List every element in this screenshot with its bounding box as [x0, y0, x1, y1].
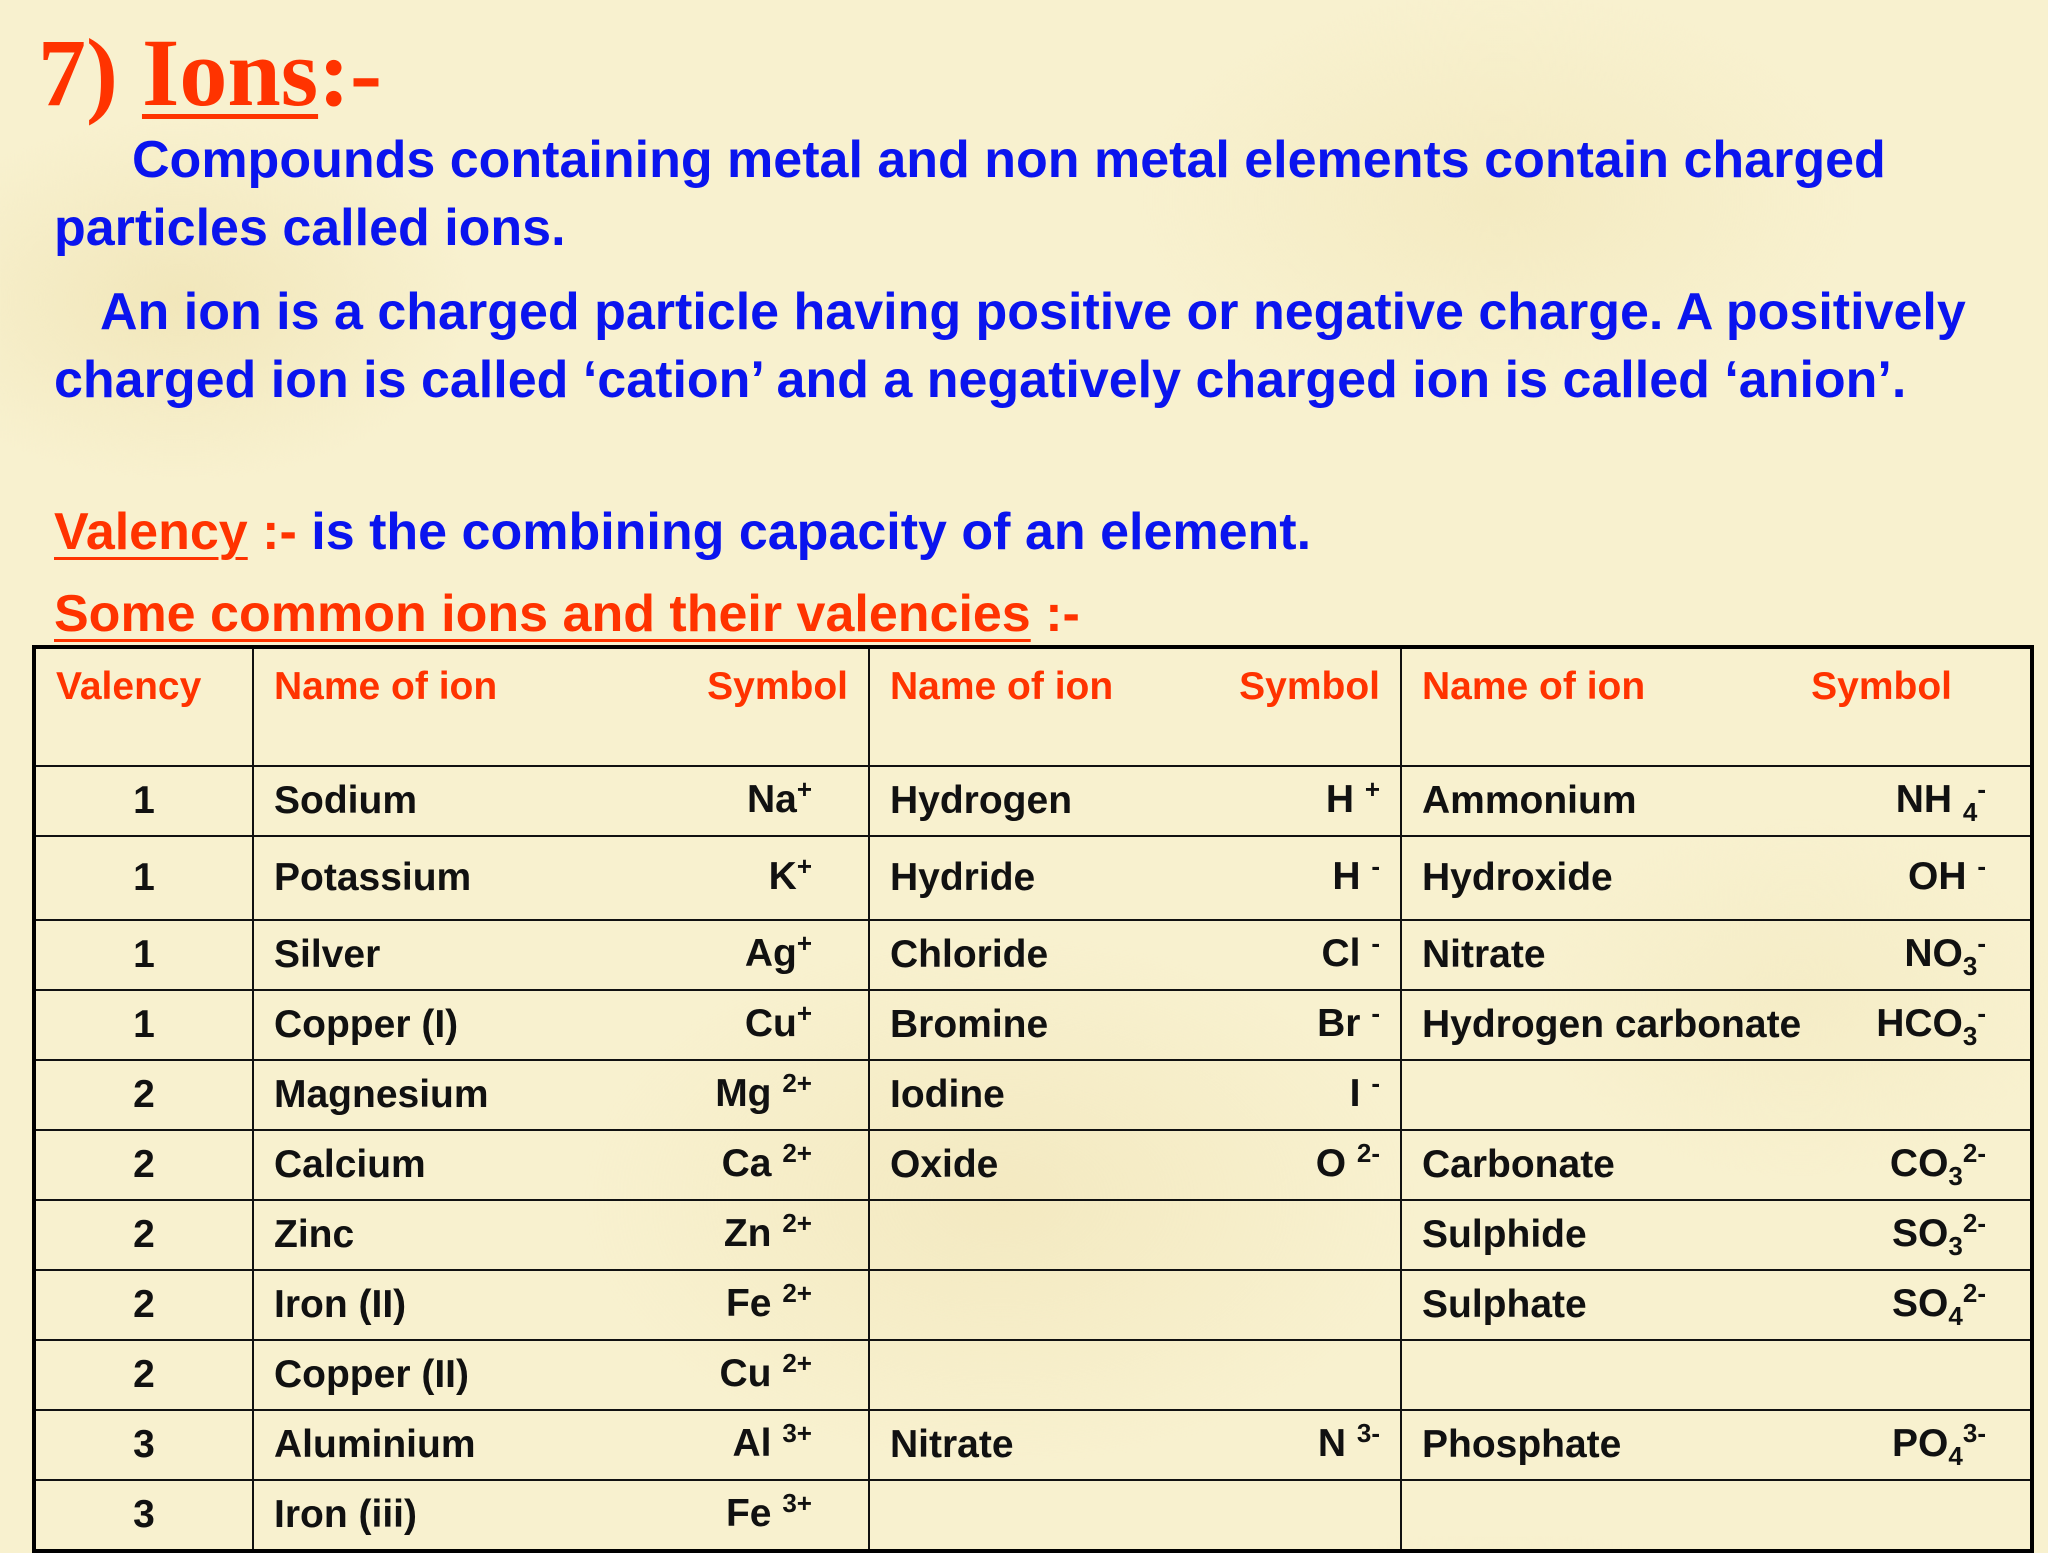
- valency-cell: 2: [34, 1340, 253, 1410]
- ion-symbol-charge: 2+: [782, 1208, 812, 1239]
- ion-symbol-base: CO: [1889, 1142, 1949, 1186]
- ion-name: Oxide: [890, 1142, 999, 1186]
- ion-symbol-base: Cl: [1321, 932, 1372, 976]
- ion-group-3-cell: [1401, 1270, 2032, 1340]
- ion-group-1-cell: [253, 1130, 869, 1200]
- ion-name: Zinc: [274, 1212, 355, 1256]
- ion-symbol: [733, 1418, 849, 1472]
- ion-symbol: [1318, 1418, 1380, 1472]
- valency-cell: 2: [34, 1060, 253, 1130]
- title-suffix: :-: [318, 19, 383, 126]
- ion-name: Ammonium: [1422, 778, 1637, 822]
- ion-group-1-cell: [253, 836, 869, 920]
- ion-symbol: [1892, 1278, 2010, 1332]
- ion-symbol-charge: 2+: [782, 1138, 812, 1169]
- ion-group-3-cell: [1401, 1130, 2032, 1200]
- valency-cell: 2: [34, 1200, 253, 1270]
- ion-symbol-charge: 2+: [782, 1348, 812, 1379]
- valency-cell: 1: [34, 990, 253, 1060]
- ion-symbol-subscript: 3: [1962, 1020, 1978, 1051]
- ion-symbol: [1892, 1208, 2010, 1262]
- ion-name: Carbonate: [1422, 1142, 1615, 1186]
- ion-symbol-charge: -: [1977, 998, 1986, 1029]
- ion-symbol: [722, 1138, 848, 1192]
- ion-symbol-subscript: 3: [1948, 1160, 1963, 1191]
- ion-symbol: [1332, 851, 1380, 905]
- ion-group-3-cell: [1401, 1060, 2032, 1130]
- ion-symbol-base: NO: [1904, 932, 1963, 976]
- ion-symbol-base: Na: [746, 778, 797, 822]
- table-row: [34, 920, 2032, 990]
- ion-symbol-subscript: 4: [1948, 1440, 1963, 1471]
- ion-symbol-charge: -: [1371, 851, 1380, 882]
- valency-cell: 1: [34, 766, 253, 836]
- ion-symbol: [726, 1488, 848, 1542]
- table-row: [34, 1200, 2032, 1270]
- ion-group-2-cell: [869, 1480, 1401, 1551]
- ion-symbol-base: Mg: [715, 1072, 783, 1116]
- ion-group-1-cell: [253, 1060, 869, 1130]
- ion-group-2-cell: [869, 1200, 1401, 1270]
- ion-symbol-base: Fe: [725, 1282, 783, 1326]
- ion-symbol-charge: 2-: [1962, 1278, 1986, 1309]
- ion-group-2-cell: [869, 1130, 1401, 1200]
- ion-symbol-base: O: [1315, 1142, 1357, 1186]
- ion-symbol: [1904, 928, 2010, 982]
- header-name-of-ion: Name of ion: [1422, 665, 1646, 708]
- ion-name: Sulphide: [1422, 1212, 1587, 1256]
- table-row: [34, 1410, 2032, 1480]
- ion-symbol: [745, 998, 848, 1052]
- table-row: [34, 1480, 2032, 1551]
- ion-name: Sulphate: [1422, 1282, 1587, 1326]
- ion-symbol: [1890, 1138, 2010, 1192]
- ion-symbol-base: Ag: [744, 932, 797, 976]
- ion-symbol-subscript: 3: [1948, 1230, 1963, 1261]
- ion-symbol-base: Br: [1317, 1002, 1372, 1046]
- ion-symbol-charge: -: [1977, 851, 1986, 882]
- ion-symbol: [747, 774, 848, 828]
- ion-symbol-base: SO: [1892, 1282, 1949, 1326]
- ion-symbol-charge: +: [796, 928, 812, 959]
- title-number: 7): [38, 19, 118, 126]
- ion-group-2-cell: [869, 1060, 1401, 1130]
- page-title: [38, 18, 382, 128]
- ion-group-2-cell: [869, 1340, 1401, 1410]
- ion-name: Copper (II): [274, 1352, 469, 1396]
- ion-symbol: [1876, 998, 2010, 1052]
- header-name-of-ion: Name of ion: [274, 665, 498, 708]
- ion-symbol-charge: +: [796, 774, 812, 805]
- ion-group-3-cell: [1401, 1480, 2032, 1551]
- ion-name: Hydride: [890, 855, 1036, 899]
- ions-table: [32, 645, 2034, 1553]
- common-ions-heading-suffix: :-: [1045, 585, 1080, 643]
- common-ions-heading: [54, 580, 1080, 648]
- ion-symbol-base: H: [1325, 778, 1365, 822]
- ion-name: Nitrate: [890, 1422, 1014, 1466]
- ion-symbol-base: Fe: [725, 1492, 783, 1536]
- ion-symbol-charge: 3-: [1962, 1418, 1986, 1449]
- valency-separator: :-: [262, 503, 297, 561]
- header-valency: Valency: [34, 647, 253, 766]
- ion-symbol-charge: 3+: [782, 1418, 812, 1449]
- ion-symbol: [720, 1348, 848, 1402]
- header-group-2: [869, 647, 1401, 766]
- ion-name: Phosphate: [1422, 1422, 1622, 1466]
- common-ions-heading-text: Some common ions and their valencies: [54, 585, 1031, 643]
- valency-cell: 1: [34, 920, 253, 990]
- table-row: [34, 766, 2032, 836]
- ion-symbol-charge: 3+: [782, 1488, 812, 1519]
- ion-definition-paragraph: [54, 278, 2004, 414]
- ion-symbol-base: H: [1332, 855, 1372, 899]
- ion-group-3-cell: [1401, 920, 2032, 990]
- ion-symbol-base: I: [1349, 1072, 1372, 1116]
- ion-group-3-cell: [1401, 766, 2032, 836]
- ion-name: Magnesium: [274, 1072, 489, 1116]
- header-symbol: Symbol: [1239, 665, 1380, 708]
- ion-symbol-charge: 2-: [1962, 1208, 1986, 1239]
- ion-group-1-cell: [253, 1200, 869, 1270]
- ion-symbol: [1350, 1068, 1380, 1122]
- valency-cell: 2: [34, 1130, 253, 1200]
- ion-name: Silver: [274, 932, 381, 976]
- header-symbol: Symbol: [707, 665, 848, 708]
- table-row: [34, 990, 2032, 1060]
- ion-group-1-cell: [253, 990, 869, 1060]
- ion-symbol: [715, 1068, 848, 1122]
- ion-symbol: [1896, 774, 2010, 828]
- table-row: [34, 1060, 2032, 1130]
- valency-cell: 1: [34, 836, 253, 920]
- ion-symbol-charge: +: [1364, 774, 1380, 805]
- ion-group-1-cell: [253, 920, 869, 990]
- ion-name: Chloride: [890, 932, 1049, 976]
- ion-name: Copper (I): [274, 1002, 459, 1046]
- ion-group-1-cell: [253, 1480, 869, 1551]
- table-row: [34, 836, 2032, 920]
- ion-name: Hydroxide: [1422, 855, 1613, 899]
- header-symbol: Symbol: [1811, 665, 1952, 708]
- ion-symbol: [1316, 1138, 1380, 1192]
- ion-symbol-base: K: [768, 855, 797, 899]
- ion-definition-text: An ion is a charged particle having positive or negative charge. A positively charged ion is called ‘cation’ and a negatively charged ion is called ‘anion’.: [54, 283, 1966, 409]
- ion-name: Aluminium: [274, 1422, 476, 1466]
- valency-definition: [54, 498, 1311, 566]
- intro-paragraph: [54, 126, 2004, 262]
- ion-symbol-base: Al: [732, 1422, 783, 1466]
- ion-group-1-cell: [253, 1410, 869, 1480]
- valency-definition-text: is the combining capacity of an element.: [311, 503, 1312, 561]
- ion-symbol: [1326, 774, 1380, 828]
- ion-group-2-cell: [869, 1410, 1401, 1480]
- ion-group-3-cell: [1401, 990, 2032, 1060]
- ion-name: Bromine: [890, 1002, 1049, 1046]
- ion-symbol-base: Cu: [719, 1352, 783, 1396]
- ion-symbol: [1317, 998, 1380, 1052]
- ion-symbol-charge: -: [1371, 1068, 1380, 1099]
- valency-cell: 2: [34, 1270, 253, 1340]
- table-row: [34, 1270, 2032, 1340]
- ion-group-3-cell: [1401, 1340, 2032, 1410]
- ion-symbol-base: Cu: [744, 1002, 797, 1046]
- ion-name: Iodine: [890, 1072, 1005, 1116]
- ion-group-2-cell: [869, 1270, 1401, 1340]
- ion-symbol-base: OH: [1907, 855, 1978, 899]
- ion-symbol: [1321, 928, 1380, 982]
- ion-name: Hydrogen: [890, 778, 1073, 822]
- ion-symbol-charge: 2+: [782, 1068, 812, 1099]
- ion-symbol-charge: -: [1371, 928, 1380, 959]
- ion-name: Potassium: [274, 855, 472, 899]
- ion-group-2-cell: [869, 766, 1401, 836]
- ion-symbol-base: NH: [1895, 778, 1963, 822]
- ion-symbol-base: Zn: [723, 1212, 783, 1256]
- ion-symbol-base: N: [1317, 1422, 1357, 1466]
- ion-symbol: [745, 928, 848, 982]
- ion-symbol-charge: +: [796, 851, 812, 882]
- ion-symbol: [726, 1278, 848, 1332]
- header-group-3: [1401, 647, 2032, 766]
- ion-group-1-cell: [253, 1270, 869, 1340]
- ion-symbol-charge: 2+: [782, 1278, 812, 1309]
- ion-name: Sodium: [274, 778, 417, 822]
- ion-name: Iron (II): [274, 1282, 407, 1326]
- intro-paragraph-text: Compounds containing metal and non metal elements contain charged particles called ions.: [54, 131, 1886, 257]
- ion-symbol: [1892, 1418, 2010, 1472]
- valency-cell: 3: [34, 1410, 253, 1480]
- ion-symbol-charge: 2-: [1356, 1138, 1380, 1169]
- ion-symbol-base: SO: [1892, 1212, 1949, 1256]
- ion-symbol-subscript: 4: [1962, 796, 1978, 827]
- ion-symbol-base: HCO: [1876, 1002, 1963, 1046]
- ion-symbol-charge: -: [1371, 998, 1380, 1029]
- ion-group-3-cell: [1401, 1200, 2032, 1270]
- ion-symbol-charge: 2-: [1962, 1138, 1986, 1169]
- ion-group-2-cell: [869, 920, 1401, 990]
- valency-term: Valency: [54, 503, 248, 561]
- table-header-row: [34, 647, 2032, 766]
- ion-symbol-charge: -: [1977, 928, 1986, 959]
- ion-name: Nitrate: [1422, 932, 1546, 976]
- ion-group-2-cell: [869, 836, 1401, 920]
- ion-symbol-charge: 3-: [1356, 1418, 1380, 1449]
- ion-symbol-base: Ca: [721, 1142, 783, 1186]
- ion-symbol-subscript: 4: [1948, 1300, 1963, 1331]
- ion-name: Hydrogen carbonate: [1422, 1002, 1802, 1046]
- ion-group-2-cell: [869, 990, 1401, 1060]
- ion-group-1-cell: [253, 1340, 869, 1410]
- valency-cell: 3: [34, 1480, 253, 1551]
- ion-symbol: [724, 1208, 848, 1262]
- ion-group-1-cell: [253, 766, 869, 836]
- table-row: [34, 1340, 2032, 1410]
- ion-name: Calcium: [274, 1142, 426, 1186]
- ion-symbol-charge: +: [796, 998, 812, 1029]
- ion-symbol-subscript: 3: [1962, 950, 1978, 981]
- title-word: Ions: [141, 19, 319, 126]
- ion-symbol: [1908, 851, 2010, 905]
- ion-symbol-charge: -: [1977, 774, 1986, 805]
- table-row: [34, 1130, 2032, 1200]
- header-group-1: [253, 647, 869, 766]
- ion-symbol: [769, 851, 848, 905]
- header-name-of-ion: Name of ion: [890, 665, 1114, 708]
- ion-name: Iron (iii): [274, 1492, 417, 1536]
- ion-symbol-base: PO: [1892, 1422, 1949, 1466]
- ion-group-3-cell: [1401, 1410, 2032, 1480]
- ion-group-3-cell: [1401, 836, 2032, 920]
